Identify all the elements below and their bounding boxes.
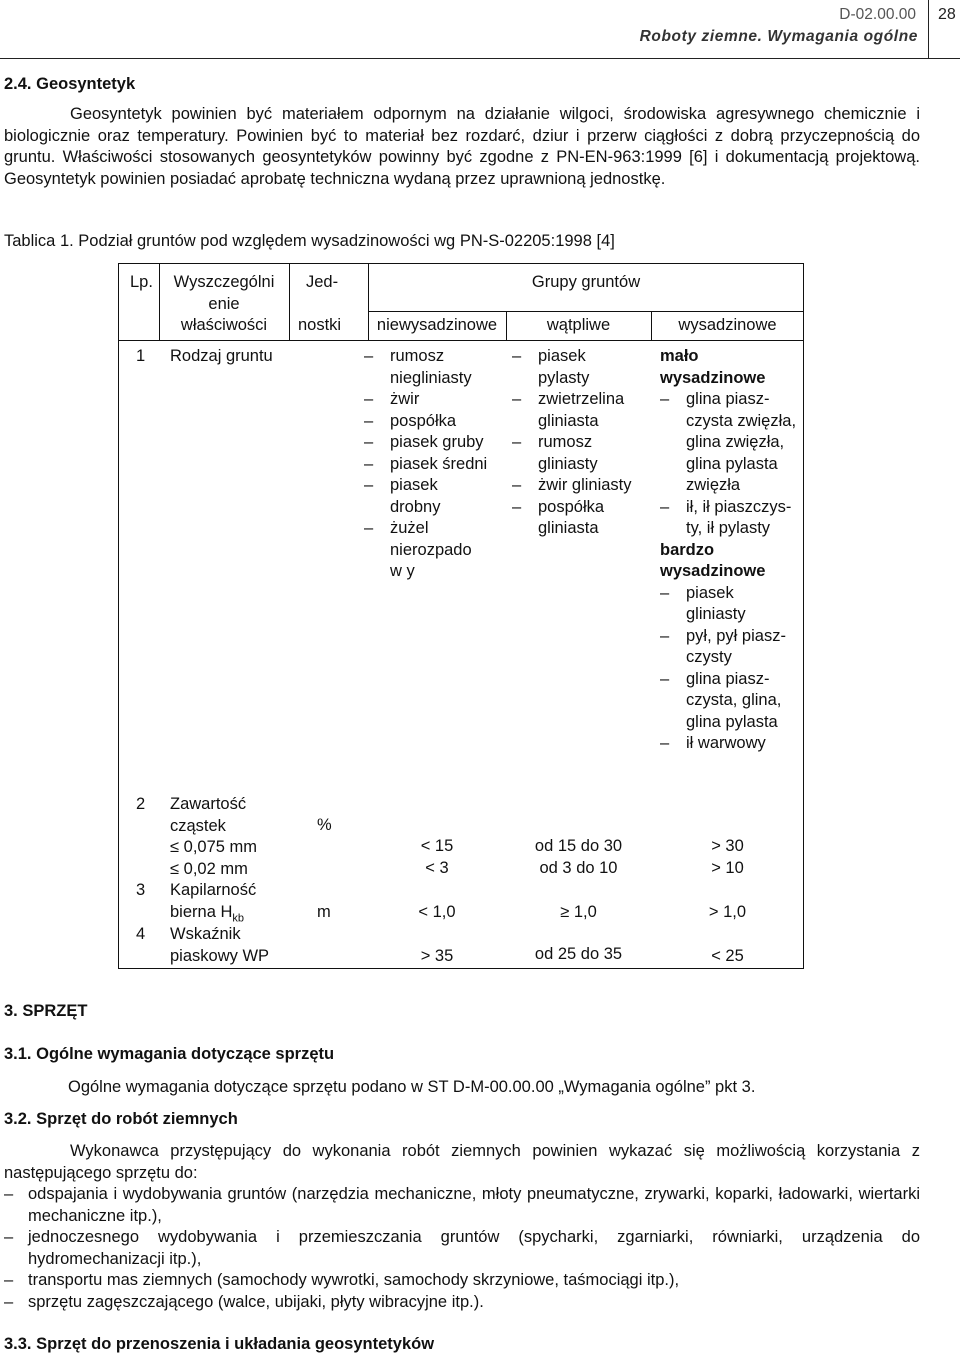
header-doubtful: wątpliwe	[546, 316, 611, 334]
header-non-frost: niewysadzinowe	[376, 316, 498, 334]
list-item: – żwir	[364, 390, 420, 408]
table-col-divider	[159, 263, 160, 340]
subsection-heading-3-1: 3.1. Ogólne wymagania dotyczące sprzętu	[4, 1045, 335, 1063]
row1-doubtful-list	[512, 346, 652, 540]
table-groups-divider	[368, 311, 804, 312]
subsection-3-2-intro: Wykonawca przystępujący do wykonania robót ziemnych powinien wykazać się możliwością korzystania z następującego sprzętu do:	[4, 1142, 920, 1182]
row2-unit: %	[317, 816, 332, 834]
list-item: – piasek gliniasty	[660, 583, 746, 623]
list-item: – rumosz niegliniasty	[364, 347, 472, 387]
list-item: – zwietrzelina gliniasta	[512, 390, 625, 430]
table-caption: Tablica 1. Podział gruntów pod względem wysadzinowości wg PN-S-02205:1998 [4]	[4, 232, 615, 250]
list-item: – pospółka	[364, 411, 457, 430]
row4-doubtful: od 25 do 35	[534, 945, 623, 963]
list-item: – rumosz gliniasty	[512, 433, 598, 473]
header-divider-vertical	[928, 0, 929, 58]
list-item: – ił, ił piaszczys-ty, ił pylasty	[660, 497, 792, 537]
list-item: – pył, pył piasz- czysty	[660, 626, 786, 666]
table-header-divider	[118, 340, 804, 341]
row1-non-frost-list	[364, 346, 506, 583]
equipment-list-item: – transportu mas ziemnych (samochody wywrotki, samochody skrzyniowe, taśmociągi itp.),	[4, 1271, 680, 1289]
document-title: Roboty ziemne. Wymagania ogólne	[639, 28, 918, 45]
document-code: D-02.00.00	[839, 6, 916, 23]
list-item: – piasek gruby	[364, 433, 484, 451]
section-heading-sprzet: 3. SPRZĘT	[4, 1002, 88, 1020]
row2-frost: > 30 > 10	[711, 837, 744, 877]
list-item: – piasek średni	[364, 454, 488, 473]
row3-feature: Kapilarność bierna $H_{kb}$	[170, 881, 257, 924]
list-item: – glina piasz- czysta zwięzła, glina zwięzła, glina pylasta zwięzła	[660, 390, 797, 494]
list-item: – pospółka gliniasta	[512, 497, 605, 537]
row3-non-frost: < 1,0	[418, 903, 456, 921]
subsection-3-1-text: Ogólne wymagania dotyczące sprzętu podano w ST D-M-00.00.00 „Wymagania ogólne” pkt 3.	[68, 1078, 756, 1096]
row1-lp: 1	[136, 347, 146, 365]
page-number: 28	[938, 6, 956, 23]
list-item: – glina piasz- czysta, glina, glina pylasta	[660, 669, 782, 731]
equipment-list-item: – sprzętu zagęszczającego (walce, ubijaki, płyty wibracyjne itp.).	[4, 1293, 484, 1311]
frost-high-heading: bardzo wysadzinowe	[660, 540, 766, 580]
row1-frost-list	[660, 346, 802, 755]
section-heading-geosyntetyk: 2.4. Geosyntetyk	[4, 75, 136, 93]
equipment-list-item: – odspajania i wydobywania gruntów (narzędzia mechaniczne, młoty pneumatyczne, zrywarki, koparki, ładowarki, wiertarki mechaniczne itp.),	[4, 1185, 920, 1225]
row2-feature: Zawartość cząstek ≤ 0,075 mm ≤ 0,02 mm	[170, 795, 258, 878]
row4-frost: < 25	[711, 947, 744, 965]
row2-doubtful: od 15 do 30 od 3 do 10	[534, 837, 623, 877]
row3-lp: 3	[136, 881, 146, 899]
row3-doubtful: ≥ 1,0	[560, 903, 597, 921]
row2-lp: 2	[136, 795, 146, 813]
header-lp: Lp.	[130, 273, 153, 291]
subsection-heading-3-3: 3.3. Sprzęt do przenoszenia i układania geosyntetyków	[4, 1335, 435, 1353]
list-item: – piasek drobny	[364, 476, 441, 516]
list-item: – ił warwowy	[660, 734, 766, 752]
list-item: – piasek pylasty	[512, 347, 590, 387]
header-unit-bottom: nostki	[298, 316, 342, 334]
header-frost: wysadzinowe	[678, 316, 777, 334]
row2-non-frost: < 15 < 3	[420, 837, 454, 877]
header-groups: Grupy gruntów	[531, 273, 641, 291]
row1-feature: Rodzaj gruntu	[170, 347, 273, 365]
row4-non-frost: > 35	[420, 947, 454, 965]
header-divider	[0, 58, 960, 59]
header-unit-top: Jed-	[306, 273, 339, 291]
equipment-list-item: – jednoczesnego wydobywania i przemieszczania gruntów (spycharki, zgarniarki, równiarki, urządzenia do hydromechanizacji itp.),	[4, 1228, 920, 1268]
subsection-heading-3-2: 3.2. Sprzęt do robót ziemnych	[4, 1110, 238, 1128]
row3-frost: > 1,0	[708, 903, 747, 921]
table-col-divider	[289, 263, 290, 340]
row4-feature: Wskaźnik piaskowy WP	[170, 925, 270, 965]
header-feature: Wyszczególni enie właściwości	[173, 273, 275, 334]
geosyntetyk-paragraph: Geosyntetyk powinien być materiałem odpornym na działanie wilgoci, środowiska agresywnego chemicznie i biologicznie oraz temperatury. Powinien być to materiał bez rozdarć, dziur i przerw ciągłości z dobrą przyczepnością do gruntu. Właściwości stosowanych geosyntetyków powinny być zgodne z PN-EN-963:1999 [6] i dokumentacją projektową. Geosyntetyk powinien posiadać aprobatę techniczna wydaną przez uprawnioną jednostkę.	[4, 105, 920, 188]
row4-lp: 4	[136, 925, 146, 943]
list-item: – żużel nierozpadow y	[364, 519, 472, 580]
row3-unit: m	[317, 903, 331, 921]
list-item: – żwir gliniasty	[512, 476, 632, 494]
frost-low-heading: mało wysadzinowe	[660, 347, 766, 387]
